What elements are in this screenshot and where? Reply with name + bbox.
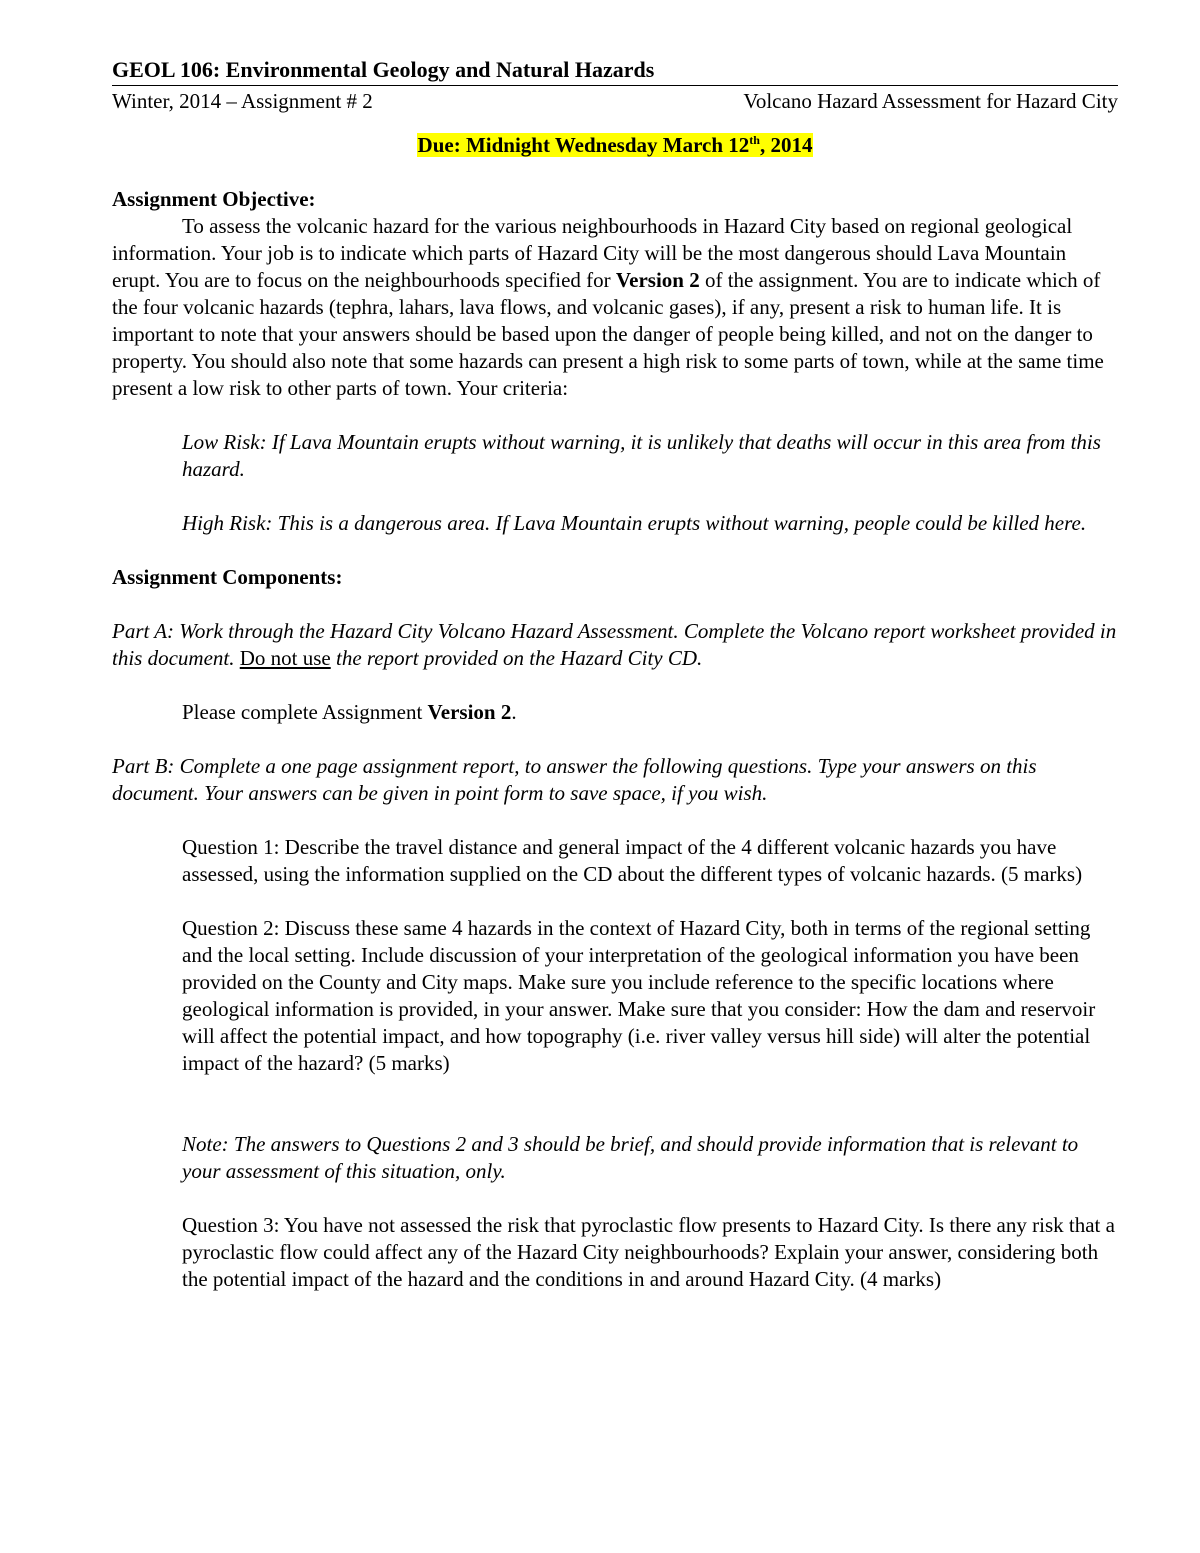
low-risk-criterion: Low Risk: If Lava Mountain erupts without warning, it is unlikely that deaths will occur in this area from this hazard. <box>182 430 1101 481</box>
objective-text-b: of the assignment. You are to indicate which of the four volcanic hazards (tephra, lahars, lava flows, and volcanic gases), if any, present a risk to human life. It is important to note that your answers should be based upon the danger of people being killed, and not on the danger to property. You should also note that some hazards can present a high risk to some parts of town, while at the same time present a low risk to other parts of town. Your criteria: <box>112 268 1104 400</box>
subheader <box>112 87 1118 115</box>
header-rule <box>112 85 1118 86</box>
note-paragraph: Note: The answers to Questions 2 and 3 should be brief, and should provide information that is relevant to your assessment of this situation, only. <box>182 1132 1079 1183</box>
objective-paragraph <box>112 213 1118 402</box>
part-b-paragraph: Part B: Complete a one page assignment report, to answer the following questions. Type your answers on this document. Your answers can be given in point form to save space, if you wish. <box>112 754 1037 805</box>
due-date-line <box>112 132 1118 159</box>
version-bold: Version 2 <box>427 700 512 724</box>
question-1: Question 1: Describe the travel distance and general impact of the 4 different volcanic hazards you have assessed, using the information supplied on the CD about the different types of volcanic hazards. (5 marks) <box>182 835 1083 886</box>
course-title: GEOL 106: Environmental Geology and Natural Hazards <box>112 57 655 82</box>
term-label: Winter, 2014 – Assignment # 2 <box>112 89 373 113</box>
objective-text-a: To assess the volcanic hazard for the various neighbourhoods in Hazard City based on regional geological information. Your job is to indicate which parts of Hazard City will be the most dangerous should Lava Mountain erupt. You are to focus on the neighbourhoods specified for <box>112 214 1073 292</box>
part-a-text-2: the report provided on the Hazard City CD. <box>330 646 703 670</box>
assignment-title: Volcano Hazard Assessment for Hazard City <box>743 89 1118 113</box>
due-date-highlight <box>417 133 814 157</box>
part-a-paragraph <box>112 618 1118 672</box>
objective-version: Version 2 <box>615 268 700 292</box>
question-2: Question 2: Discuss these same 4 hazards in the context of Hazard City, both in terms of the regional setting and the local setting. Include discussion of your interpretation of the geological information you have been provided on the County and City maps. Make sure you include reference to the specific locations where geological information is provided, in your answer. Make sure that you consider: How the dam and reservoir will affect the potential impact, and how topography (i.e. river valley versus hill side) will alter the potential impact of the hazard? (5 marks) <box>182 916 1096 1075</box>
version-text-1: Please complete Assignment <box>182 700 428 724</box>
question-3: Question 3: You have not assessed the risk that pyroclastic flow presents to Hazard City. Is there any risk that a pyroclastic flow could affect any of the Hazard City neighbourhoods? Explain your answer, considering both the potential impact of the hazard and the conditions in and around Hazard City. (4 marks) <box>182 1213 1115 1291</box>
due-date-suffix: , 2014 <box>759 133 813 157</box>
version-text-2: . <box>511 700 517 724</box>
due-date-superscript: th <box>749 133 760 147</box>
components-heading: Assignment Components: <box>112 565 343 589</box>
objective-heading: Assignment Objective: <box>112 187 316 211</box>
part-a-text-1: Part A: Work through the Hazard City Volcano Hazard Assessment. Complete the Volcano report worksheet provided in this document. <box>112 619 1117 670</box>
due-date-prefix: Due: Midnight Wednesday March 12 <box>417 133 750 157</box>
document-page <box>112 56 1118 1293</box>
high-risk-criterion: High Risk: This is a dangerous area. If Lava Mountain erupts without warning, people could be killed here. <box>182 511 1087 535</box>
part-a-underline: Do not use <box>239 646 331 670</box>
version-paragraph <box>182 699 1118 726</box>
